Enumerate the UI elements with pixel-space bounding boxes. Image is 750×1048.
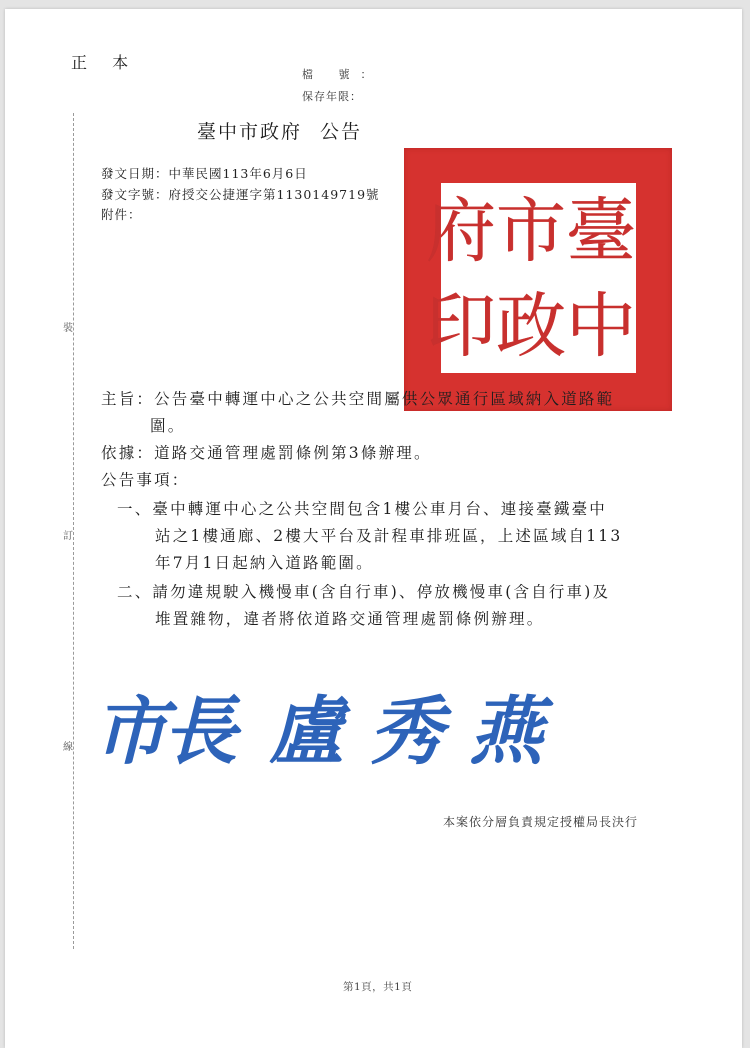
item-1-line-2: 站之1樓通廊、2樓大平台及計程車排班區，上述區域自113 [155, 527, 623, 545]
seal-char: 臺 [566, 189, 636, 272]
seal-char: 政 [496, 284, 566, 367]
seal-char: 中 [566, 284, 636, 367]
file-number-label: 檔 號： [302, 68, 383, 81]
retention-period-label: 保存年限： [302, 90, 362, 103]
issue-number: 發文字號：府授交公捷運字第1130149719號 [101, 187, 380, 202]
item-2-line-2: 堆置雜物，違者將依道路交通管理處罰條例辦理。 [155, 610, 545, 628]
item-1-line-1: 一、臺中轉運中心之公共空間包含1樓公車月台、連接臺鐵臺中 [117, 500, 607, 518]
title-type: 公告 [320, 121, 363, 143]
items-heading: 公告事項： [101, 471, 190, 489]
binding-mark-zhuang: 裝 [63, 317, 73, 336]
mayor-signature [93, 671, 569, 781]
seal-char: 府 [426, 189, 496, 272]
copy-mark: 正 本 [71, 53, 139, 72]
binding-mark-ding: 訂 [63, 525, 73, 544]
page-number: 第1頁，共1頁 [343, 981, 413, 993]
binding-mark-xian: 線 [63, 736, 73, 755]
subject-line: 主旨：公告臺中轉運中心之公共空間屬供公眾通行區域納入道路範 [101, 390, 615, 408]
document-page [5, 9, 742, 1048]
seal-char: 印 [426, 284, 496, 367]
subject-line-continued: 圍。 [150, 417, 186, 435]
signature-name: 盧秀燕 [269, 689, 569, 775]
delegation-note: 本案依分層負責規定授權局長決行 [443, 815, 639, 829]
page-title [197, 117, 362, 144]
seal-inner-field [426, 183, 636, 373]
seal-char: 市 [496, 189, 566, 272]
attachment-label: 附件： [101, 207, 142, 222]
issue-date: 發文日期：中華民國113年6月6日 [101, 166, 308, 181]
item-2-line-1: 二、請勿違規駛入機慢車(含自行車)、停放機慢車(含自行車)及 [117, 583, 611, 601]
binding-dotted-line [73, 113, 74, 949]
title-organization: 臺中市政府 [197, 121, 303, 143]
basis-line: 依據：道路交通管理處罰條例第3條辦理。 [101, 444, 432, 462]
official-seal-stamp [404, 148, 672, 411]
signature-title: 市長 [93, 689, 233, 775]
item-1-line-3: 年7月1日起納入道路範圍。 [155, 554, 374, 572]
